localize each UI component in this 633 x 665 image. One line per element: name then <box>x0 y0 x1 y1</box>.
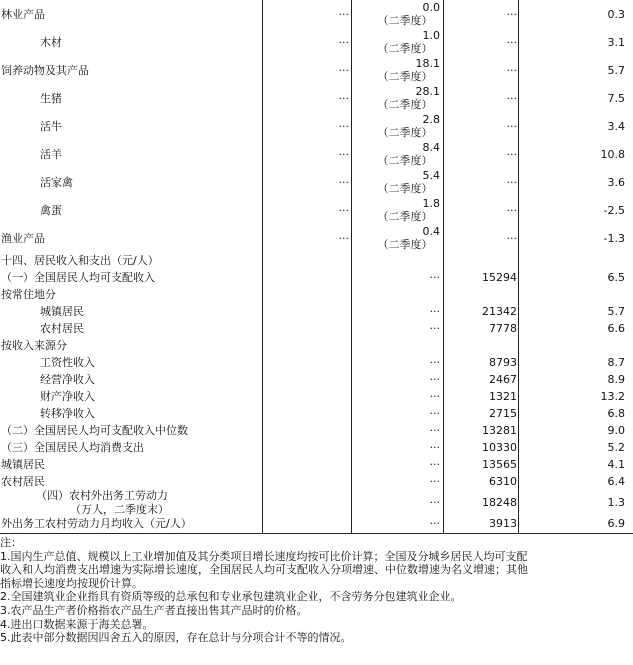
ellipsis-value: ··· <box>338 204 349 217</box>
ellipsis-value: ··· <box>429 407 440 420</box>
ellipsis-value: ··· <box>338 120 349 133</box>
footnotes <box>0 536 633 645</box>
row-label: 农村居民 <box>1 475 45 488</box>
row-label: （万人，二季度末） <box>70 503 169 516</box>
row-label: 外出务工农村劳动力月均收入（元/人） <box>1 517 192 530</box>
ellipsis-value: ··· <box>338 36 349 49</box>
ellipsis-value: ··· <box>506 36 517 49</box>
value-cell: 13281 <box>482 424 517 437</box>
value-cell: 5.4 <box>422 169 440 182</box>
value-cell: 1.8 <box>422 197 440 210</box>
row-label: 生猪 <box>40 92 62 105</box>
period-note: （二季度） <box>377 182 433 195</box>
row-label: （二）全国居民人均可支配收入中位数 <box>1 424 188 437</box>
growth-value: 6.6 <box>607 322 625 335</box>
ellipsis-value: ··· <box>429 475 440 488</box>
period-note: （二季度） <box>377 154 433 167</box>
row-label: （一）全国居民人均可支配收入 <box>1 271 155 284</box>
table-bottom-border <box>0 533 633 534</box>
value-cell: 3913 <box>489 517 517 530</box>
growth-value: 4.1 <box>607 458 625 471</box>
growth-value: 7.5 <box>607 92 625 105</box>
growth-value: 5.2 <box>607 441 625 454</box>
ellipsis-value: ··· <box>338 8 349 21</box>
value-cell: 8.4 <box>422 141 440 154</box>
row-label: 禽蛋 <box>40 204 62 217</box>
value-cell: 15294 <box>482 271 517 284</box>
value-cell: 2467 <box>489 373 517 386</box>
ellipsis-value: ··· <box>429 390 440 403</box>
period-note: （二季度） <box>377 210 433 223</box>
row-label: 经营净收入 <box>40 373 95 386</box>
row-label: 按常住地分 <box>1 288 56 301</box>
growth-value: 6.4 <box>607 475 625 488</box>
period-note: （二季度） <box>377 238 433 251</box>
row-label: 林业产品 <box>1 8 45 21</box>
row-label: （四）农村外出务工劳动力 <box>36 489 168 502</box>
column-divider <box>262 0 263 534</box>
note-line: 2.全国建筑业企业指具有资质等级的总承包和专业承包建筑业企业，不含劳务分包建筑业企业。 <box>0 590 462 604</box>
row-label: 渔业产品 <box>1 232 45 245</box>
ellipsis-value: ··· <box>429 356 440 369</box>
growth-value: 3.6 <box>607 176 625 189</box>
ellipsis-value: ··· <box>429 517 440 530</box>
ellipsis-value: ··· <box>429 373 440 386</box>
row-label: 木材 <box>40 36 62 49</box>
ellipsis-value: ··· <box>506 8 517 21</box>
row-label: 城镇居民 <box>40 305 84 318</box>
ellipsis-value: ··· <box>338 92 349 105</box>
period-note: （二季度） <box>377 42 433 55</box>
row-label: 转移净收入 <box>40 407 95 420</box>
period-note: （二季度） <box>377 14 433 27</box>
note-line: 指标增长速度均按现价计算。 <box>0 576 143 590</box>
row-label: 按收入来源分 <box>1 339 67 352</box>
ellipsis-value: ··· <box>506 92 517 105</box>
value-cell: 1321 <box>489 390 517 403</box>
ellipsis-value: ··· <box>429 496 440 509</box>
ellipsis-value: ··· <box>506 176 517 189</box>
growth-value: 0.3 <box>607 8 625 21</box>
value-cell: 8793 <box>489 356 517 369</box>
ellipsis-value: ··· <box>429 271 440 284</box>
growth-value: 6.8 <box>607 407 625 420</box>
value-cell: 2.8 <box>422 113 440 126</box>
row-label: 饲养动物及其产品 <box>1 64 89 77</box>
growth-value: 5.7 <box>607 305 625 318</box>
growth-value: 3.4 <box>607 120 625 133</box>
value-cell: 7778 <box>489 322 517 335</box>
row-label: 活牛 <box>40 120 62 133</box>
growth-value: -1.3 <box>603 232 625 245</box>
growth-value: 5.7 <box>607 64 625 77</box>
value-cell: 28.1 <box>415 85 440 98</box>
row-label: （三）全国居民人均消费支出 <box>1 441 144 454</box>
value-cell: 2715 <box>489 407 517 420</box>
value-cell: 1.0 <box>422 29 440 42</box>
row-label: 工资性收入 <box>40 356 95 369</box>
period-note: （二季度） <box>377 70 433 83</box>
ellipsis-value: ··· <box>506 148 517 161</box>
value-cell: 21342 <box>482 305 517 318</box>
ellipsis-value: ··· <box>506 64 517 77</box>
note-line: 1.国内生产总值、规模以上工业增加值及其分类项目增长速度均按可比价计算；全国及分城乡居民人均可支配 <box>0 549 528 563</box>
row-label: 活家禽 <box>40 176 73 189</box>
value-cell: 0.0 <box>422 1 440 14</box>
growth-value: 13.2 <box>600 390 625 403</box>
ellipsis-value: ··· <box>338 176 349 189</box>
growth-value: 9.0 <box>607 424 625 437</box>
period-note: （二季度） <box>377 126 433 139</box>
row-label: 活羊 <box>40 148 62 161</box>
growth-value: 6.5 <box>607 271 625 284</box>
growth-value: -2.5 <box>603 204 625 217</box>
value-cell: 10330 <box>482 441 517 454</box>
value-cell: 13565 <box>482 458 517 471</box>
growth-value: 3.1 <box>607 36 625 49</box>
ellipsis-value: ··· <box>338 64 349 77</box>
row-label: 农村居民 <box>40 322 84 335</box>
growth-value: 1.3 <box>607 496 625 509</box>
note-line: 4.进出口数据来源于海关总署。 <box>0 617 154 631</box>
ellipsis-value: ··· <box>429 424 440 437</box>
growth-value: 6.9 <box>607 517 625 530</box>
note-line: 收入和人均消费支出增速为实际增长速度，全国居民人均可支配收入分项增速、中位数增速为名义增速；其他 <box>0 563 528 577</box>
row-label: 财产净收入 <box>40 390 95 403</box>
ellipsis-value: ··· <box>429 322 440 335</box>
row-label: 十四、居民收入和支出（元/人） <box>1 254 159 267</box>
row-label: 城镇居民 <box>1 458 45 471</box>
value-cell: 18.1 <box>415 57 440 70</box>
growth-value: 10.8 <box>600 148 625 161</box>
note-line: 3.农产品生产者价格指农产品生产者直接出售其产品时的价格。 <box>0 603 308 617</box>
ellipsis-value: ··· <box>338 148 349 161</box>
notes-heading: 注： <box>0 536 22 549</box>
ellipsis-value: ··· <box>506 204 517 217</box>
growth-value: 8.7 <box>607 356 625 369</box>
ellipsis-value: ··· <box>506 120 517 133</box>
ellipsis-value: ··· <box>429 458 440 471</box>
ellipsis-value: ··· <box>429 305 440 318</box>
ellipsis-value: ··· <box>506 232 517 245</box>
value-cell: 6310 <box>489 475 517 488</box>
period-note: （二季度） <box>377 98 433 111</box>
value-cell: 18248 <box>482 496 517 509</box>
ellipsis-value: ··· <box>338 232 349 245</box>
growth-value: 8.9 <box>607 373 625 386</box>
note-line: 5.此表中部分数据因四舍五入的原因，存在总计与分项合计不等的情况。 <box>0 631 352 645</box>
value-cell: 0.4 <box>422 225 440 238</box>
ellipsis-value: ··· <box>429 441 440 454</box>
